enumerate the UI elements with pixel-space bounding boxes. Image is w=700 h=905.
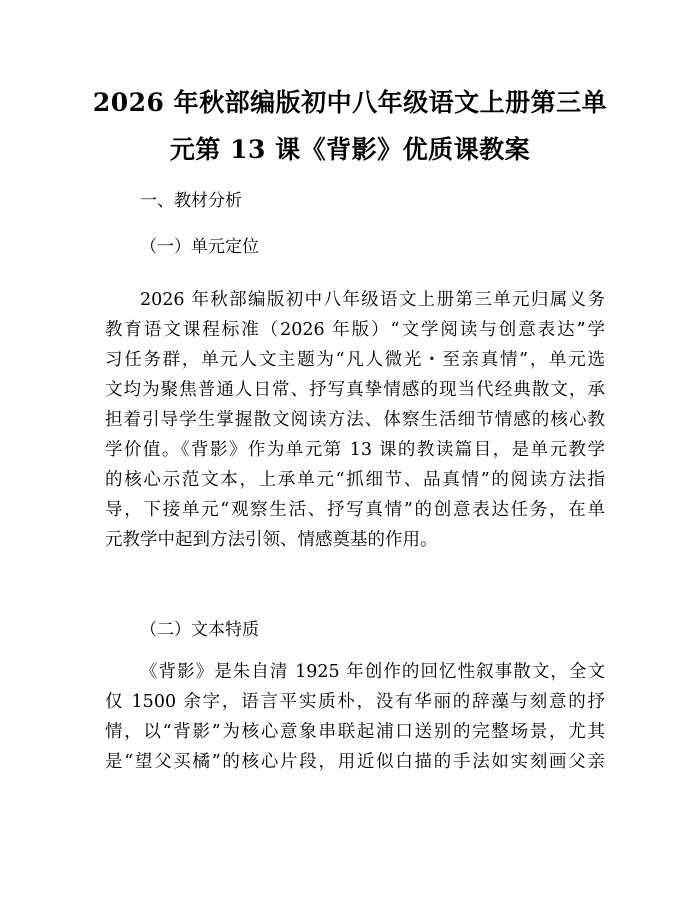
paragraph-line: 担着引导学生掌握散文阅读方法、体察生活细节情感的核心教 [105,410,605,430]
paragraph-line: 文均为聚焦普通人日常、抒写真挚情感的现当代经典散文，承 [105,380,605,400]
paragraph-line: 仅 1500 余字，语言平实质朴，没有华丽的辞藻与刻意的抒 [105,692,605,712]
paragraph-line: 2026 年秋部编版初中八年级语文上册第三单元归属义务 [140,290,605,310]
document-title-line-1: 2026 年秋部编版初中八年级语文上册第三单 [92,88,608,117]
section-heading: 一、教材分析 [140,191,242,211]
paragraph-line: 学价值。《背影》作为单元第 13 课的教读篇目，是单元教学 [105,440,605,460]
paragraph-line: 习任务群，单元人文主题为“凡人微光・至亲真情”，单元选 [105,350,605,370]
document-title-line-2: 元第 13 课《背影》优质课教案 [169,135,531,164]
paragraph-unit-positioning [105,285,605,555]
subsection-heading-text-features: （二）文本特质 [140,620,259,640]
paragraph-line: 教育语文课程标准（2026 年版）“文学阅读与创意表达”学 [105,320,605,340]
paragraph-line: 的核心示范文本，上承单元“抓细节、品真情”的阅读方法指 [105,470,605,490]
paragraph-line: 元教学中起到方法引领、情感奠基的作用。 [105,530,438,550]
paragraph-line: 情，以“背影”为核心意象串联起浦口送别的完整场景，尤其 [105,722,605,742]
subsection-heading-unit-positioning: （一）单元定位 [140,237,259,257]
paragraph-line: 《背影》是朱自清 1925 年创作的回忆性叙事散文，全文 [140,662,605,682]
paragraph-line: 导，下接单元“观察生活、抒写真情”的创意表达任务，在单 [105,500,605,520]
paragraph-text-features [105,657,605,777]
paragraph-line: 是“望父买橘”的核心片段，用近似白描的手法如实刻画父亲 [105,752,605,772]
